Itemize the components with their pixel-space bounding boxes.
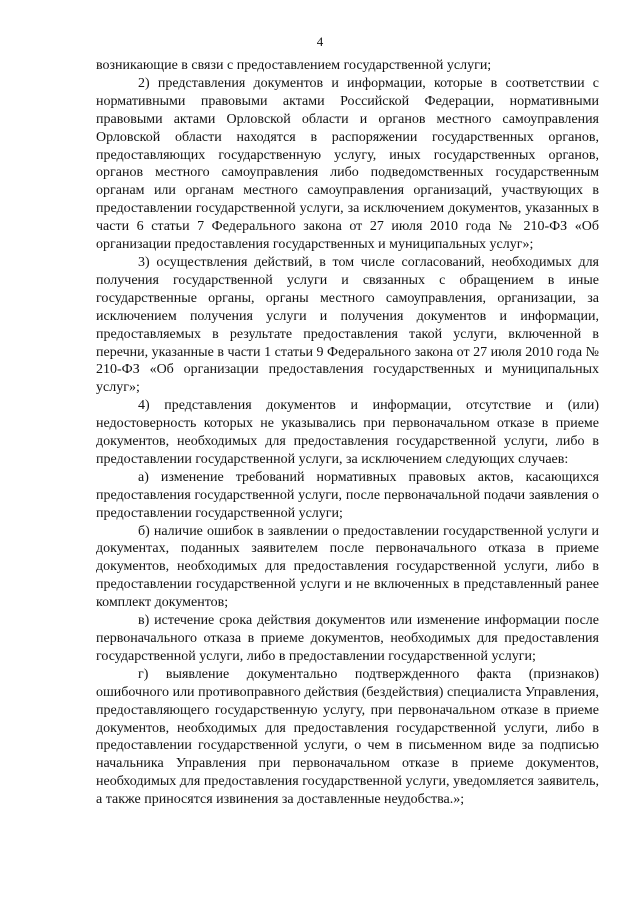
- document-body: [96, 57, 599, 809]
- paragraph-item-2: 2) представления документов и информации, которые в соответствии с нормативными правовыми актами Российской Федерации, нормативными правовыми актами Орловской области и органов местного самоуправления Орловской области находятся в распоряжении государственных органов, предоставляющих государственную услугу, иных государственных органов, органов местного самоуправления либо подведомственных государственным органам или органам местного самоуправления организаций, участвующих в предоставлении государственной услуги, за исключением документов, указанных в части 6 статьи 7 Федерального закона от 27 июля 2010 года № 210-ФЗ «Об организации предоставления государственных и муниципальных услуг»;: [96, 75, 599, 253]
- paragraph-continuation: возникающие в связи с предоставлением государственной услуги;: [96, 58, 492, 73]
- page-number: 4: [316, 34, 324, 49]
- paragraph-subitem-v: в) истечение срока действия документов или изменение информации после первоначального отказа в приеме документов, необходимых для предоставления государственной услуги, либо в предоставлении государственной услуги;: [96, 613, 599, 664]
- paragraph-item-3: 3) осуществления действий, в том числе согласований, необходимых для получения государственной услуги и связанных с обращением в иные государственные органы, органы местного самоуправления, организации, за исключением получения услуги и получения документов и информации, предоставляемых в результате предоставления такой услуги, включенной в перечни, указанные в части 1 статьи 9 Федерального закона от 27 июля 2010 года № 210-ФЗ «Об организации предоставления государственных и муниципальных услуг»;: [96, 254, 599, 396]
- paragraph-subitem-g: г) выявление документально подтвержденного факта (признаков) ошибочного или противоправного действия (бездействия) специалиста Управления, предоставляющего государственную услугу, при первоначальном отказе в приеме документов, необходимых для предоставления государственной услуги, либо в предоставлении государственной услуги, о чем в письменном виде за подписью начальника Управления при первоначальном отказе в приеме документов, необходимых для предоставления государственной услуги, уведомляется заявитель, а также приносятся извинения за доставленные неудобства.»;: [96, 666, 599, 808]
- paragraph-subitem-b: б) наличие ошибок в заявлении о предоставлении государственной услуги и документах, поданных заявителем после первоначального отказа в приеме документов, необходимых для предоставления государственной услуги, либо в предоставлении государственной услуги и не включенных в представленный ранее комплект документов;: [96, 523, 599, 611]
- paragraph-item-4: 4) представления документов и информации, отсутствие и (или) недостоверность которых не указывались при первоначальном отказе в приеме документов, необходимых для предоставления государственной услуги, либо в предоставлении государственной услуги, за исключением следующих случаев:: [96, 398, 599, 467]
- paragraph-subitem-a: а) изменение требований нормативных правовых актов, касающихся предоставления государственной услуги, после первоначальной подачи заявления о предоставлении государственной услуги;: [96, 469, 599, 521]
